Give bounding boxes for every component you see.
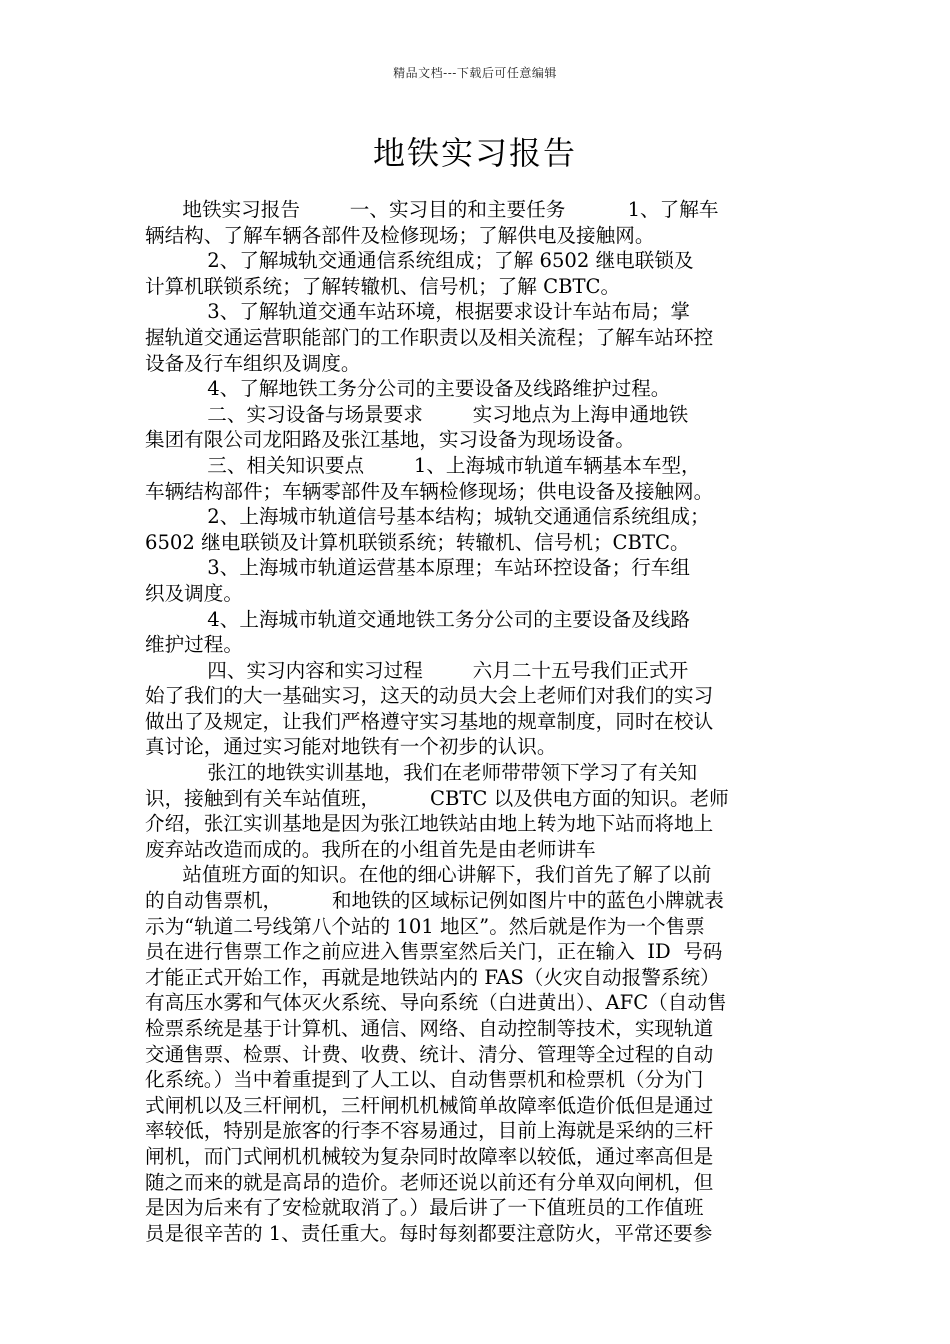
text-line: 2、了解城轨交通通信系统组成；了解 6502 继电联锁及 bbox=[145, 249, 694, 273]
text-line: 4、上海城市轨道交通地铁工务分公司的主要设备及线路 bbox=[145, 607, 690, 631]
text-line: 2、上海城市轨道信号基本结构；城轨交通通信系统组成； bbox=[145, 505, 710, 529]
text-line: 是因为后来有了安检就取消了。）最后讲了一下值班员的工作值班 bbox=[145, 1196, 704, 1220]
text-line: 二、实习设备与场景要求 实习地点为上海申通地铁 bbox=[145, 402, 689, 426]
text-line: 站值班方面的知识。在他的细心讲解下，我们首先了解了以前 bbox=[145, 863, 712, 887]
text-line: 织及调度。 bbox=[145, 581, 243, 605]
text-line: 握轨道交通运营职能部门的工作职责以及相关流程；了解车站环控 bbox=[145, 325, 714, 349]
text-line: 交通售票、检票、计费、收费、统计、清分、管理等全过程的自动 bbox=[145, 1042, 714, 1066]
text-line: 3、了解轨道交通车站环境，根据要求设计车站布局；掌 bbox=[145, 300, 690, 324]
body-text bbox=[145, 197, 813, 1246]
text-line: 6502 继电联锁及计算机联锁系统；转辙机、信号机；CBTC。 bbox=[145, 530, 690, 554]
text-line: 式闸机以及三杆闸机，三杆闸机机械简单故障率低造价低但是通过 bbox=[145, 1093, 714, 1117]
text-line: 的自动售票机， 和地铁的区域标记例如图片中的蓝色小牌就表 bbox=[145, 889, 724, 913]
text-line: 三、相关知识要点 1、上海城市轨道车辆基本车型， bbox=[145, 453, 701, 477]
text-line: 废弃站改造而成的。我所在的小组首先是由老师讲车 bbox=[145, 837, 596, 861]
text-line: 地铁实习报告 一、实习目的和主要任务 1、了解车 bbox=[145, 198, 719, 221]
text-line: 集团有限公司龙阳路及张江基地，实习设备为现场设备。 bbox=[145, 428, 635, 452]
text-line: 四、实习内容和实习过程 六月二十五号我们正式开 bbox=[145, 658, 689, 682]
text-line: 做出了及规定，让我们严格遵守实习基地的规章制度，同时在校认 bbox=[145, 709, 714, 733]
text-line: 随之而来的就是高昂的造价。老师还说以前还有分单双向闸机，但 bbox=[145, 1170, 714, 1194]
text-line: 示为“轨道二号线第八个站的 101 地区”。然后就是作为一个售票 bbox=[145, 914, 705, 938]
text-line: 员在进行售票工作之前应进入售票室然后关门，正在输入 ID 号码 bbox=[145, 940, 723, 964]
text-line: 车辆结构部件；车辆零部件及车辆检修现场；供电设备及接触网。 bbox=[145, 479, 714, 503]
text-line: 4、了解地铁工务分公司的主要设备及线路维护过程。 bbox=[145, 377, 671, 401]
document-title: 地铁实习报告 bbox=[372, 134, 577, 172]
text-line: 维护过程。 bbox=[145, 633, 243, 657]
text-line: 始了我们的大一基础实习，这天的动员大会上老师们对我们的实习 bbox=[145, 684, 714, 708]
text-line: 辆结构、了解车辆各部件及检修现场；了解供电及接触网。 bbox=[145, 223, 655, 247]
text-line: 3、上海城市轨道运营基本原理；车站环控设备；行车组 bbox=[145, 556, 690, 580]
text-line: 计算机联锁系统；了解转辙机、信号机；了解 CBTC。 bbox=[145, 274, 621, 298]
text-line: 有高压水雾和气体灭火系统、导向系统（白进黄出）、AFC（自动售 bbox=[145, 991, 727, 1015]
text-line: 化系统。）当中着重提到了人工以、自动售票机和检票机（分为门 bbox=[145, 1068, 704, 1092]
text-line: 真讨论，通过实习能对地铁有一个初步的认识。 bbox=[145, 735, 557, 759]
text-line: 识，接触到有关车站值班， CBTC 以及供电方面的知识。老师 bbox=[145, 786, 729, 810]
text-line: 员是很辛苦的 1、责任重大。每时每刻都要注意防火，平常还要参 bbox=[145, 1221, 713, 1245]
text-line: 设备及行车组织及调度。 bbox=[145, 351, 361, 375]
text-line: 才能正式开始工作，再就是地铁站内的 FAS（火灾自动报警系统） bbox=[145, 965, 720, 989]
text-line: 闸机，而门式闸机机械较为复杂同时故障率以较低，通过率高但是 bbox=[145, 1144, 714, 1168]
text-line: 介绍，张江实训基地是因为张江地铁站由地上转为地下站而将地上 bbox=[145, 812, 714, 836]
text-line: 张江的地铁实训基地，我们在老师带带领下学习了有关知 bbox=[145, 761, 698, 785]
text-line: 率较低，特别是旅客的行李不容易通过，目前上海就是采纳的三杆 bbox=[145, 1119, 714, 1143]
header-note: 精品文档---下载后可任意编辑 bbox=[393, 66, 557, 80]
text-line: 检票系统是基于计算机、通信、网络、自动控制等技术，实现轨道 bbox=[145, 1017, 714, 1040]
